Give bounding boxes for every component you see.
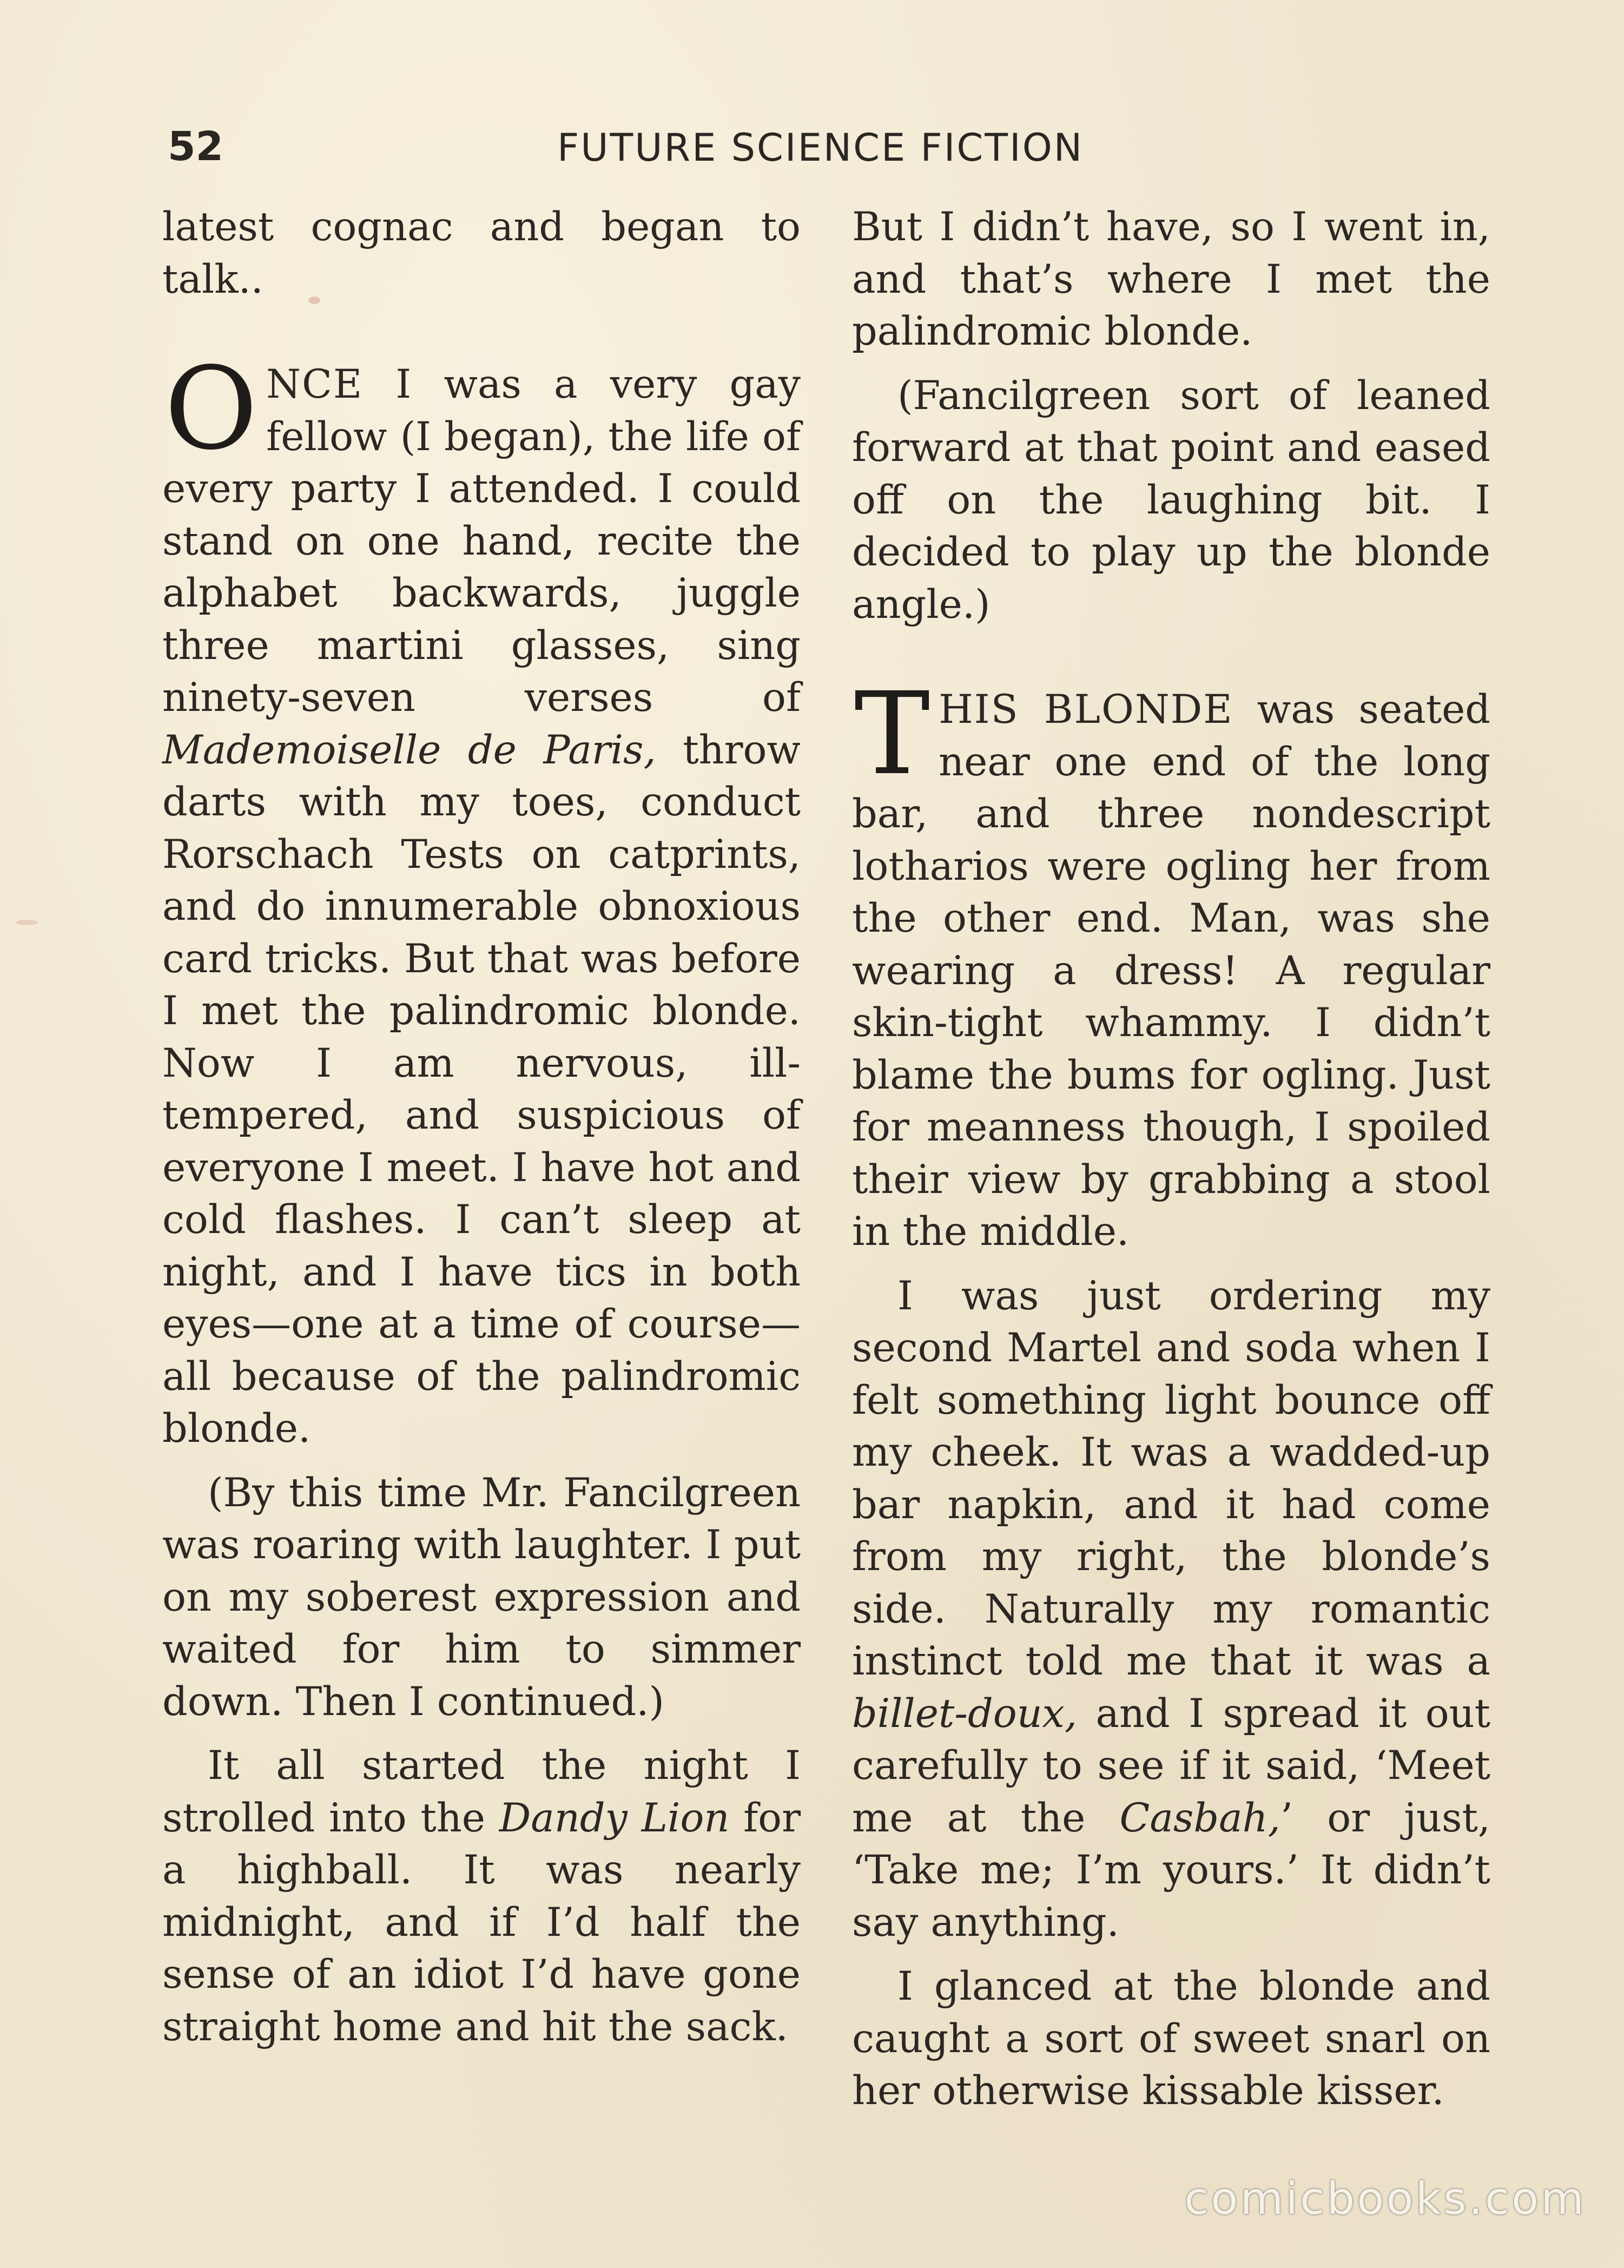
paragraph: But I didn’t have, so I went in, and that’s where I met the palindromic blonde. — [852, 204, 1490, 354]
paragraph: (Fancilgreen sort of leaned forward at that point and eased off on the laughing bit. I decided to play up the blonde angle.) — [852, 372, 1490, 628]
paragraph: It all started the night I strolled into the Dandy Lion for a highball. It was nearly midnight, and if I’d half the sense of an idiot I’d have gone straight home and hit the sack. — [162, 1743, 801, 2050]
right-column — [852, 201, 1490, 2118]
stain-mark — [308, 296, 320, 304]
paragraph: latest cognac and began to talk.. — [162, 204, 801, 302]
watermark: comicbooks.com — [1184, 2173, 1586, 2225]
paragraph: (By this time Mr. Fancilgreen was roaring with laughter. I put on my soberest expression and waited for him to simmer down. Then I continued.) — [162, 1469, 801, 1725]
page-number: 52 — [168, 123, 223, 170]
paragraph: ONCE I was a very gay fellow (I began), the life of every party I attended. I could stand on one hand, recite the alphabet backwards, juggle three martini glasses, sing ninety-seven verses of Mademoiselle de Paris, throw darts with my toes, conduct Rorschach Tests on catprints, and do innumerable obnoxious card tricks. But that was before I met the palindromic blonde. Now I am nervous, ill-tempered, and suspicious of everyone I meet. I have hot and cold flashes. I can’t sleep at night, and I have tics in both eyes—one at a time of course—all because of the palindromic blonde. — [162, 342, 801, 1452]
running-title: FUTURE SCIENCE FICTION — [557, 126, 1084, 170]
paragraph: I glanced at the blonde and caught a sort of sweet snarl on her otherwise kissable kisser. — [852, 1963, 1490, 2114]
drop-cap: O — [164, 342, 258, 475]
drop-cap: T — [854, 668, 930, 800]
stain-mark — [16, 920, 38, 925]
paragraph: I was just ordering my second Martel and soda when I felt something light bounce off my cheek. It was a wadded-up bar napkin, and it had come from my right, the blonde’s side. Naturally my romantic instinct told me that it was a billet-doux, and I spread it out carefully to see if it said, ‘Meet me at the Casbah,’ or just, ‘Take me; I’m yours.’ It didn’t say anything. — [852, 1273, 1490, 1946]
paragraph: THIS BLONDE was seated near one end of the long bar, and three nondescript lotharios were ogling her from the other end. Man, was she wearing a dress! A regular skin-tight whammy. I didn’t blame the bums for ogling. Just for meanness though, I spoiled their view by grabbing a stool in the middle. — [852, 668, 1490, 1255]
left-column — [162, 201, 801, 2053]
